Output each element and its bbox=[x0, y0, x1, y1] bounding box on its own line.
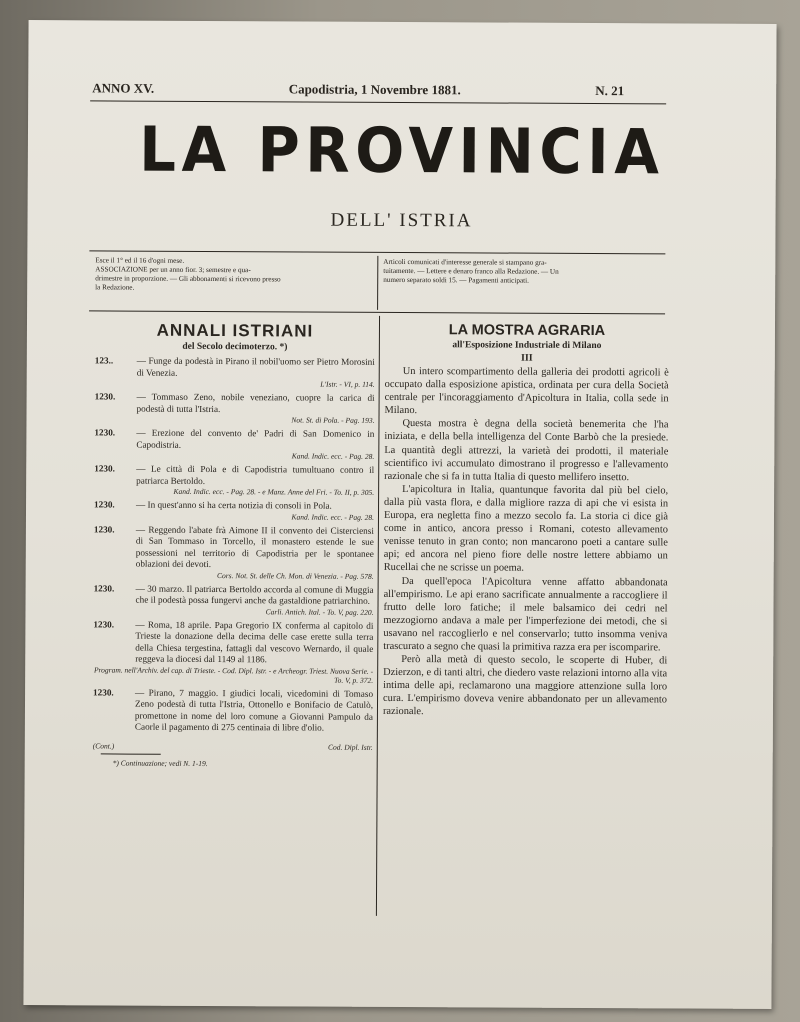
continuation-row bbox=[93, 741, 373, 751]
list-item: 1230. — Tommaso Zeno, nobile veneziano, cuopre la carica di podestà di tutta l'Istria. bbox=[94, 391, 375, 414]
annali-subtitle: del Secolo decimoterzo. *) bbox=[182, 341, 288, 353]
mostra-subtitle: all'Esposizione Industriale di Milano bbox=[452, 340, 602, 352]
entry-source: Carli. Antich. Ital. - To. V, pag. 220. bbox=[265, 606, 374, 617]
column-divider bbox=[376, 316, 380, 916]
list-item: 1230. — Reggendo l'abate frà Aimone II il convento dei Cisterciensi di San Tommaso in Torcello, il monastero estende le sue possessioni nel territorio di Capodistria per le spontanee oblazioni dei devoti. bbox=[93, 523, 374, 570]
footnote-rule bbox=[101, 753, 161, 754]
footnote: *) Continuazione; vedi N. 1-19. bbox=[112, 757, 208, 768]
newspaper-subtitle: DELL' ISTRIA bbox=[330, 209, 473, 232]
newspaper-page bbox=[23, 20, 776, 1009]
mostra-title: LA MOSTRA AGRARIA bbox=[448, 322, 606, 340]
masthead-header bbox=[92, 80, 624, 99]
subscription-notice: Esce il 1° ed il 16 d'ogni mese. ASSOCIAZIONE per un anno fior. 3; semestre e qua- drimestre in proporzione. — Gli abbonamenti si ricevono presso la Redazione. bbox=[95, 256, 281, 292]
entry-source: Not. St. di Pola. - Pag. 193. bbox=[291, 415, 375, 425]
article-paragraph: Questa mostra è degna della società benemerita che l'ha iniziata, e della bella intelligenza del Conte Barbò che la presiede. La quantità degli attrezzi, la varietà dei prodotti, il materiale scientifico ivi accumulato dimostrano il progresso e l'allevamento razionale che si fa in tutta Italia di questo mellifero insetto. bbox=[384, 418, 669, 483]
list-item: 1230. — Pirano, 7 maggio. I giudici locali, vicedomini di Tomaso Zeno podestà di tutta l'Istria, Ottonello e Bonifacio de Catulò, promettone in nome del loro comune a Giovanni Pampulo da Caorle il pagamento di 275 centinaia di libre d'olio. bbox=[93, 686, 374, 733]
list-item: 1230. — Erezione del convento de' Padri di San Domenico in Capodistria. bbox=[94, 427, 375, 450]
place-date: Capodistria, 1 Novembre 1881. bbox=[288, 81, 461, 98]
notice-divider bbox=[377, 256, 378, 310]
article-paragraph: Un intero scompartimento della galleria dei prodotti agricoli è occupato dalla esposizione apistica, ordinata per cura della Società centrale per l'incoraggiamento d'Apicoltura in Italia, colla sede in Milano. bbox=[384, 366, 669, 417]
article-paragraph: L'apicoltura in Italia, quantunque favorita dal più bel cielo, dalla più vasta flora, e dalla migliore razza di api che vi esista in Europa, era negletta fino a mezzo secolo fa. La storia ci dice già come in antico, ancora presso i Romani, cotesto allevamento venisse tenuto in gran conto; non mancarono poeti a cantare sulle api; ed ancora nel pieno fiore delle nostre lettere abbiamo un Rucellai che ne scrisse un poema. bbox=[383, 483, 669, 575]
top-rule bbox=[90, 100, 666, 104]
entry-source: Kand. Indic. ecc. - Pag. 28. - e Manz. Anne del Fri. - To. II, p. 305. bbox=[173, 486, 375, 497]
issue-number: N. 21 bbox=[595, 83, 625, 99]
list-item: 1230. — Le città di Pola e di Capodistria tumultuano contro il patriarca Bertoldo. bbox=[94, 463, 375, 486]
article-paragraph: Da quell'epoca l'Apicoltura venne affatto abbandonata all'empirismo. Le api erano sacrificate annualmente a raccogliere il frutto delle loro fatiche; il mele balsamico dei cedri nel mezzogiorno andava a male per l'imperfezione dei metodi, che si usavano nel raccoglierlo e nel conservarlo; tutto insomma veniva trascurato a segno che quasi la primitiva razza era per iscomparire. bbox=[383, 575, 668, 654]
entry-source: L'Istr. - VI, p. 114. bbox=[320, 379, 375, 389]
entry-source: Kand. Indic. ecc. - Pag. 28. bbox=[291, 511, 375, 522]
anno-label: ANNO XV. bbox=[92, 80, 155, 96]
entry-source: Kand. Indic. ecc. - Pag. 28. bbox=[291, 451, 375, 461]
annali-column bbox=[93, 320, 375, 768]
entry-source: Cors. Not. St. delle Ch. Mon. di Venezia. - Pag. 578. bbox=[216, 570, 374, 581]
mostra-column bbox=[383, 322, 669, 720]
payment-notice: Articoli comunicati d'interesse generale si stampano gra- tuitamente. — Lettere e denaro franco alla Redazione. — Un numero separato soldi 15. — Pagamenti anticipati. bbox=[383, 257, 559, 285]
section-rule bbox=[89, 310, 665, 314]
annali-title: ANNALI ISTRIANI bbox=[156, 320, 314, 341]
list-item: 1230. — In quest'anno si ha certa notizia di consoli in Pola. bbox=[94, 499, 332, 511]
newspaper-title: LA PROVINCIA bbox=[139, 112, 665, 189]
entry-source: Program. nell'Archiv. del cap. di Trieste. - Cod. Dipl. Istr. - e Archeogr. Triest. Nuova Serie. - To. V, p. 372. bbox=[93, 664, 374, 685]
entry-source: Cod. Dipl. Istr. bbox=[327, 742, 373, 752]
list-item: 123.. — Funge da podestà in Pirano il nobil'uomo ser Pietro Morosini di Venezia. bbox=[94, 355, 375, 378]
list-item: 1230. — 30 marzo. Il patriarca Bertoldo accorda al comune di Muggia che il podestà possa fungervi anche da gastaldione patriarchino. bbox=[93, 582, 374, 606]
list-item: 1230. — Roma, 18 aprile. Papa Gregorio IX conferma al capitolo di Trieste la donazione della decima delle case erette sulla terra della Chiesa tergestina, fattagli dal vescovo Wernardo, il quale reggeva la diocesi dal 1149 al 1186. bbox=[93, 618, 374, 665]
cont-label: (Cont.) bbox=[92, 740, 115, 751]
masthead-rule bbox=[89, 250, 665, 254]
mostra-number: III bbox=[520, 352, 533, 364]
article-paragraph: Però alla metà di questo secolo, le scoperte di Huber, di Dzierzon, e di tanti altri, che diedero vaste relazioni intorno alla vita intima delle api, reclamarono una maggiore attenzione sulla loro cura. L'empirismo doveva venire abbandonato per un allevamento razionale. bbox=[382, 654, 668, 718]
